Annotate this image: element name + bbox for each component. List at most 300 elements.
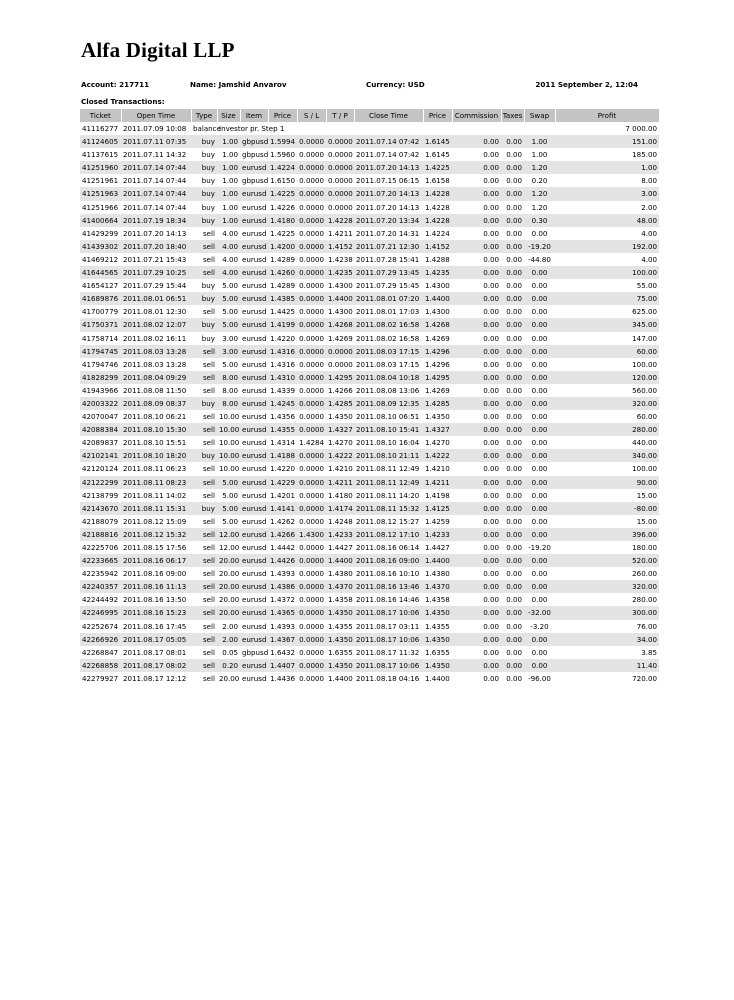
col-commission: Commission — [452, 109, 501, 122]
cell-take-profit: 1.4300 — [328, 281, 353, 291]
cell-commission: 0.00 — [483, 569, 499, 579]
cell-take-profit: 1.4350 — [328, 412, 353, 422]
table-row — [80, 135, 659, 148]
cell-open-price: 1.4262 — [270, 516, 295, 526]
cell-size: 1.00 — [222, 150, 238, 160]
closed-transactions-table — [80, 109, 660, 685]
cell-close-price: 1.6355 — [425, 647, 450, 657]
cell-open-price: 1.4355 — [268, 423, 297, 436]
cell-commission: 0.00 — [452, 135, 501, 148]
cell-item: eurusd — [242, 621, 267, 631]
cell-close-price: 1.4296 — [423, 345, 452, 358]
cell-take-profit: 1.4400 — [326, 554, 354, 567]
cell-size: 4.00 — [217, 266, 240, 279]
cell-size: 4.00 — [222, 254, 238, 264]
cell-close-price: 1.6158 — [425, 176, 450, 186]
col-size: Size — [217, 109, 240, 122]
cell-swap: -44.80 — [528, 254, 551, 264]
cell-commission: 0.00 — [483, 150, 499, 160]
cell-open-price: 1.5994 — [268, 135, 297, 148]
cell-commission: 0.00 — [452, 528, 501, 541]
cell-swap: 0.00 — [524, 397, 555, 410]
cell-close-time: 2011.08.11 12:49 — [356, 464, 420, 474]
cell-stop-loss: 0.0000 — [299, 595, 324, 605]
cell-item: eurusd — [242, 385, 267, 395]
cell-commission: 0.00 — [483, 464, 499, 474]
cell-close-time: 2011.08.03 17:15 — [356, 359, 420, 369]
cell-stop-loss: 0.0000 — [297, 161, 326, 174]
cell-taxes: 0.00 — [506, 569, 522, 579]
table-row — [80, 266, 659, 279]
cell-take-profit: 1.4400 — [328, 673, 353, 683]
cell-profit: 2.00 — [641, 202, 657, 212]
cell-profit: 720.00 — [632, 673, 657, 683]
cell-take-profit: 1.4233 — [326, 528, 354, 541]
cell-profit: 300.00 — [555, 606, 659, 619]
cell-profit: 100.00 — [632, 359, 657, 369]
cell-swap: 0.00 — [531, 464, 548, 474]
cell-take-profit: 1.4222 — [326, 449, 354, 462]
cell-taxes: 0.00 — [506, 254, 522, 264]
cell-size: 1.00 — [217, 214, 240, 227]
cell-profit: 100.00 — [632, 464, 657, 474]
cell-type: buy — [201, 150, 215, 160]
table-row — [80, 606, 659, 619]
cell-size: 0.05 — [222, 647, 238, 657]
cell-taxes: 0.00 — [506, 438, 522, 448]
cell-swap: 0.00 — [531, 569, 548, 579]
name-label: Name: Jamshid Anvarov — [190, 80, 287, 89]
cell-size: 1.00 — [217, 135, 240, 148]
cell-close-time: 2011.08.16 09:00 — [354, 554, 423, 567]
cell-open-price: 1.4226 — [270, 202, 295, 212]
cell-item: eurusd — [240, 449, 268, 462]
cell-swap: 1.00 — [531, 150, 548, 160]
cell-taxes: 0.00 — [501, 161, 524, 174]
cell-stop-loss: 0.0000 — [299, 412, 324, 422]
cell-take-profit: 1.4300 — [328, 307, 353, 317]
table-row — [80, 423, 659, 436]
cell-take-profit: 1.4269 — [328, 333, 353, 343]
cell-size: 5.00 — [217, 318, 240, 331]
cell-close-price: 1.4211 — [423, 476, 452, 489]
cell-open-price: 1.4229 — [268, 476, 297, 489]
cell-type: buy — [201, 281, 215, 291]
cell-commission: 0.00 — [483, 516, 499, 526]
cell-close-time: 2011.07.15 06:15 — [356, 176, 420, 186]
cell-type: buy — [201, 333, 215, 343]
cell-close-price: 1.4210 — [425, 464, 450, 474]
cell-swap: -3.20 — [530, 621, 549, 631]
cell-open-time: 2011.08.11 06:23 — [123, 464, 187, 474]
cell-profit: 100.00 — [555, 266, 659, 279]
cell-stop-loss: 0.0000 — [299, 281, 324, 291]
cell-open-time: 2011.08.16 17:45 — [123, 621, 187, 631]
table-row — [80, 659, 659, 672]
cell-commission: 0.00 — [452, 633, 501, 646]
cell-size: 5.00 — [217, 476, 240, 489]
cell-taxes: 0.00 — [506, 228, 522, 238]
cell-swap: 0.00 — [531, 333, 548, 343]
cell-profit: 3.00 — [555, 187, 659, 200]
cell-close-price: 1.4198 — [425, 490, 450, 500]
cell-ticket: 42120124 — [82, 464, 119, 474]
table-row — [80, 554, 659, 567]
cell-open-time: 2011.08.16 13:50 — [123, 595, 187, 605]
cell-ticket: 42252674 — [82, 621, 119, 631]
cell-type: sell — [202, 228, 215, 238]
cell-size: 5.00 — [222, 516, 238, 526]
table-row — [80, 672, 659, 685]
cell-stop-loss: 0.0000 — [297, 345, 326, 358]
cell-take-profit: 1.4427 — [328, 543, 353, 552]
cell-swap: 0.00 — [524, 502, 555, 515]
cell-ticket: 41429299 — [82, 228, 119, 238]
col-profit: Profit — [555, 109, 659, 122]
cell-close-price: 1.4380 — [425, 569, 450, 579]
cell-taxes: 0.00 — [506, 412, 522, 422]
cell-ticket: 41400664 — [80, 214, 121, 227]
cell-item: eurusd — [240, 187, 268, 200]
cell-profit: 55.00 — [636, 281, 657, 291]
cell-open-price: 1.4314 — [270, 438, 295, 448]
cell-profit: 192.00 — [555, 240, 659, 253]
cell-swap: 1.20 — [524, 161, 555, 174]
cell-ticket: 41758714 — [82, 333, 119, 343]
cell-ticket: 42089837 — [82, 438, 119, 448]
col-swap: Swap — [524, 109, 555, 122]
table-row — [80, 358, 659, 371]
cell-type: sell — [191, 659, 217, 672]
cell-close-price: 1.4296 — [425, 359, 450, 369]
cell-close-time: 2011.08.18 04:16 — [356, 673, 420, 683]
cell-stop-loss: 0.0000 — [297, 633, 326, 646]
cell-ticket: 41828299 — [80, 371, 121, 384]
cell-ticket: 42188816 — [80, 528, 121, 541]
cell-item: eurusd — [242, 543, 267, 552]
cell-ticket: 41137615 — [82, 150, 119, 160]
table-row — [80, 397, 659, 410]
cell-item: eurusd — [240, 502, 268, 515]
cell-open-time: 2011.07.14 07:44 — [121, 161, 191, 174]
cell-open-price: 1.4393 — [270, 569, 295, 579]
table-row — [80, 633, 659, 646]
cell-swap: 0.00 — [524, 371, 555, 384]
cell-type: sell — [202, 385, 215, 395]
cell-swap: 0.00 — [531, 412, 548, 422]
cell-profit: 120.00 — [555, 371, 659, 384]
cell-commission: 0.00 — [483, 359, 499, 369]
cell-close-time: 2011.08.11 15:32 — [354, 502, 423, 515]
cell-close-time: 2011.08.02 16:58 — [356, 333, 420, 343]
cell-taxes: 0.00 — [506, 543, 522, 552]
cell-swap: 0.00 — [531, 647, 548, 657]
cell-item: eurusd — [242, 281, 267, 291]
cell-profit: 48.00 — [555, 214, 659, 227]
cell-stop-loss: 0.0000 — [297, 135, 326, 148]
cell-open-time: 2011.07.14 07:44 — [123, 176, 187, 186]
cell-commission: 0.00 — [483, 412, 499, 422]
cell-close-time: 2011.08.16 14:46 — [356, 595, 420, 605]
cell-item: eurusd — [240, 476, 268, 489]
cell-type: sell — [202, 254, 215, 264]
cell-swap: -19.20 — [524, 240, 555, 253]
cell-open-price: 1.4365 — [268, 606, 297, 619]
cell-close-time: 2011.08.12 17:10 — [354, 528, 423, 541]
cell-size: 4.00 — [222, 228, 238, 238]
cell-taxes: 0.00 — [506, 673, 522, 683]
table-row — [80, 462, 659, 475]
cell-item: eurusd — [242, 673, 267, 683]
cell-type: buy — [201, 202, 215, 212]
cell-taxes: 0.00 — [501, 135, 524, 148]
cell-close-price: 1.4270 — [425, 438, 450, 448]
cell-close-price: 1.4222 — [423, 449, 452, 462]
cell-item: eurusd — [240, 528, 268, 541]
table-row — [80, 384, 659, 397]
cell-ticket: 42138799 — [82, 490, 119, 500]
balance-time: 2011.07.09 10:08 — [123, 124, 187, 133]
cell-size: 12.00 — [217, 528, 240, 541]
cell-profit: 75.00 — [555, 292, 659, 305]
cell-ticket: 41794745 — [80, 345, 121, 358]
account-label: Account: 217711 — [81, 80, 150, 89]
cell-size: 10.00 — [219, 464, 240, 474]
cell-stop-loss: 0.0000 — [299, 150, 324, 160]
cell-commission: 0.00 — [452, 214, 501, 227]
cell-type: sell — [191, 371, 217, 384]
cell-type: sell — [202, 307, 215, 317]
cell-size: 20.00 — [219, 673, 240, 683]
cell-taxes: 0.00 — [506, 516, 522, 526]
cell-stop-loss: 0.0000 — [297, 397, 326, 410]
cell-close-time: 2011.07.29 13:45 — [354, 266, 423, 279]
cell-profit: 11.40 — [555, 659, 659, 672]
cell-open-price: 1.4316 — [270, 359, 295, 369]
cell-open-time: 2011.07.11 07:35 — [121, 135, 191, 148]
table-row — [80, 476, 659, 489]
cell-stop-loss: 0.0000 — [297, 371, 326, 384]
cell-commission: 0.00 — [452, 345, 501, 358]
cell-take-profit: 1.4210 — [328, 464, 353, 474]
cell-swap: 0.00 — [524, 580, 555, 593]
cell-item: eurusd — [240, 606, 268, 619]
cell-commission: 0.00 — [452, 266, 501, 279]
cell-open-time: 2011.08.01 12:30 — [123, 307, 187, 317]
cell-close-time: 2011.08.11 14:20 — [356, 490, 420, 500]
cell-taxes: 0.00 — [501, 633, 524, 646]
cell-type: sell — [202, 490, 215, 500]
currency-label: Currency: USD — [366, 80, 425, 89]
cell-taxes: 0.00 — [506, 307, 522, 317]
cell-close-price: 1.4152 — [423, 240, 452, 253]
cell-take-profit: 0.0000 — [326, 135, 354, 148]
cell-open-time: 2011.08.15 17:56 — [123, 543, 187, 552]
cell-commission: 0.00 — [483, 673, 499, 683]
cell-size: 0.20 — [217, 659, 240, 672]
cell-taxes: 0.00 — [501, 659, 524, 672]
cell-taxes: 0.00 — [501, 502, 524, 515]
cell-close-price: 1.4327 — [423, 423, 452, 436]
cell-profit: 320.00 — [555, 397, 659, 410]
cell-commission: 0.00 — [483, 543, 499, 552]
cell-close-price: 1.4125 — [423, 502, 452, 515]
cell-swap: 0.30 — [524, 214, 555, 227]
cell-close-price: 1.4358 — [425, 595, 450, 605]
cell-item: gbpusd — [242, 647, 269, 657]
cell-type: sell — [191, 266, 217, 279]
cell-ticket: 41469212 — [82, 254, 119, 264]
table-row — [80, 502, 659, 515]
cell-take-profit: 1.4370 — [326, 580, 354, 593]
cell-stop-loss: 0.0000 — [299, 621, 324, 631]
cell-open-time: 2011.08.02 12:07 — [121, 318, 191, 331]
cell-close-time: 2011.07.29 15:45 — [356, 281, 420, 291]
cell-open-time: 2011.07.14 07:44 — [123, 202, 187, 212]
cell-type: sell — [202, 438, 215, 448]
cell-open-time: 2011.07.20 18:40 — [121, 240, 191, 253]
table-row — [80, 593, 659, 606]
cell-commission: 0.00 — [452, 502, 501, 515]
cell-profit: 185.00 — [632, 150, 657, 160]
cell-stop-loss: 0.0000 — [299, 176, 324, 186]
cell-take-profit: 1.4295 — [326, 371, 354, 384]
cell-commission: 0.00 — [452, 476, 501, 489]
cell-profit: 396.00 — [555, 528, 659, 541]
cell-stop-loss: 0.0000 — [299, 385, 324, 395]
cell-take-profit: 0.0000 — [328, 150, 353, 160]
cell-open-price: 1.6432 — [270, 647, 295, 657]
cell-close-price: 1.4350 — [423, 659, 452, 672]
cell-item: eurusd — [240, 580, 268, 593]
cell-taxes: 0.00 — [501, 423, 524, 436]
cell-item: eurusd — [240, 371, 268, 384]
cell-swap: 0.00 — [524, 266, 555, 279]
cell-size: 8.00 — [217, 371, 240, 384]
cell-ticket: 41439302 — [80, 240, 121, 253]
cell-ticket: 42143670 — [80, 502, 121, 515]
cell-type: sell — [191, 554, 217, 567]
cell-type: sell — [202, 464, 215, 474]
cell-size: 2.00 — [222, 621, 238, 631]
cell-take-profit: 1.4180 — [328, 490, 353, 500]
cell-open-price: 1.4442 — [270, 543, 295, 552]
cell-open-price: 1.4225 — [270, 228, 295, 238]
cell-take-profit: 1.4174 — [326, 502, 354, 515]
col-type: Type — [191, 109, 217, 122]
cell-taxes: 0.00 — [501, 318, 524, 331]
cell-close-price: 1.4350 — [423, 606, 452, 619]
cell-taxes: 0.00 — [506, 647, 522, 657]
cell-close-time: 2011.08.09 12:35 — [354, 397, 423, 410]
cell-swap: 0.00 — [531, 438, 548, 448]
table-row — [80, 489, 659, 502]
cell-swap: 0.00 — [524, 554, 555, 567]
cell-take-profit: 1.4211 — [326, 476, 354, 489]
cell-close-price: 1.4288 — [425, 254, 450, 264]
cell-commission: 0.00 — [452, 318, 501, 331]
cell-size: 20.00 — [217, 580, 240, 593]
cell-close-time: 2011.08.10 15:41 — [354, 423, 423, 436]
cell-taxes: 0.00 — [506, 359, 522, 369]
cell-close-price: 1.4370 — [423, 580, 452, 593]
cell-stop-loss: 0.0000 — [297, 659, 326, 672]
cell-open-price: 1.4245 — [268, 397, 297, 410]
cell-commission: 0.00 — [483, 438, 499, 448]
cell-close-time: 2011.08.17 10:06 — [354, 633, 423, 646]
cell-close-time: 2011.08.12 15:27 — [356, 516, 420, 526]
cell-swap: 1.20 — [531, 202, 548, 212]
cell-stop-loss: 0.0000 — [297, 476, 326, 489]
cell-taxes: 0.00 — [501, 345, 524, 358]
cell-open-price: 1.4220 — [270, 333, 295, 343]
col-close-time: Close Time — [354, 109, 423, 122]
cell-close-time: 2011.07.20 14:13 — [354, 161, 423, 174]
cell-ticket: 41794746 — [82, 359, 119, 369]
cell-take-profit: 1.4211 — [328, 228, 353, 238]
cell-stop-loss: 0.0000 — [297, 580, 326, 593]
table-row — [80, 345, 659, 358]
cell-close-price: 1.4228 — [423, 187, 452, 200]
cell-type: sell — [191, 423, 217, 436]
cell-close-time: 2011.08.16 06:14 — [356, 543, 420, 552]
table-row — [80, 253, 659, 266]
cell-item: gbpusd — [240, 135, 268, 148]
cell-commission: 0.00 — [483, 281, 499, 291]
cell-take-profit: 1.4400 — [326, 292, 354, 305]
cell-swap: 0.00 — [524, 633, 555, 646]
cell-open-time: 2011.08.17 12:12 — [123, 673, 187, 683]
cell-taxes: 0.00 — [501, 397, 524, 410]
cell-item: eurusd — [242, 516, 267, 526]
cell-close-price: 1.4269 — [425, 333, 450, 343]
cell-close-time: 2011.07.20 14:13 — [356, 202, 420, 212]
cell-type: buy — [191, 187, 217, 200]
col-take-profit: T / P — [326, 109, 354, 122]
cell-close-time: 2011.08.10 06:51 — [356, 412, 420, 422]
cell-size: 12.00 — [219, 543, 240, 552]
cell-profit: 4.00 — [641, 254, 657, 264]
table-row — [80, 174, 659, 187]
cell-ticket: 42102141 — [80, 449, 121, 462]
cell-take-profit: 1.4350 — [326, 606, 354, 619]
cell-type: sell — [202, 516, 215, 526]
cell-item: eurusd — [240, 214, 268, 227]
cell-close-time: 2011.08.17 10:06 — [354, 659, 423, 672]
cell-item: eurusd — [240, 266, 268, 279]
balance-ticket: 41116277 — [82, 124, 119, 133]
cell-taxes: 0.00 — [506, 621, 522, 631]
cell-open-price: 1.6150 — [270, 176, 295, 186]
cell-profit: 280.00 — [632, 595, 657, 605]
cell-ticket: 42003322 — [80, 397, 121, 410]
col-stop-loss: S / L — [297, 109, 326, 122]
cell-open-time: 2011.08.16 06:17 — [121, 554, 191, 567]
cell-commission: 0.00 — [483, 307, 499, 317]
cell-type: buy — [191, 449, 217, 462]
cell-ticket: 42246995 — [80, 606, 121, 619]
cell-open-time: 2011.07.29 15:44 — [123, 281, 187, 291]
table-row — [80, 541, 659, 554]
cell-swap: 0.00 — [524, 449, 555, 462]
cell-commission: 0.00 — [452, 397, 501, 410]
cell-type: sell — [202, 595, 215, 605]
cell-open-time: 2011.08.11 14:02 — [123, 490, 187, 500]
cell-item: eurusd — [240, 423, 268, 436]
cell-swap: 0.20 — [531, 176, 548, 186]
cell-item: eurusd — [242, 228, 267, 238]
cell-take-profit: 1.4350 — [326, 633, 354, 646]
